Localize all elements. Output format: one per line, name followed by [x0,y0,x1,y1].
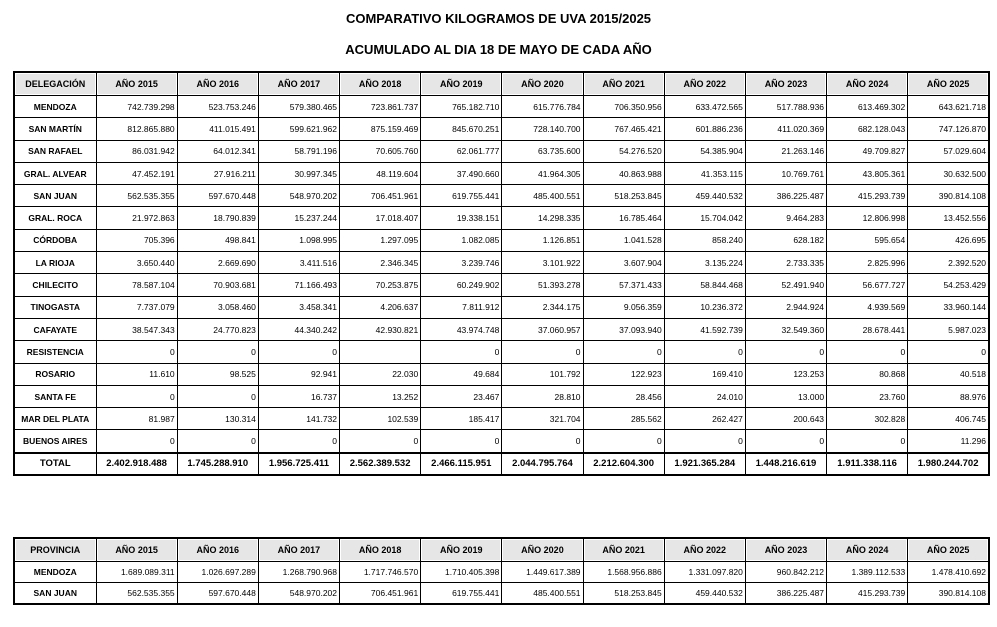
table-row [14,252,989,274]
total-cell: 2.044.795.764 [502,453,583,475]
table-cell: 57.371.433 [583,274,664,296]
row-label: CÓRDOBA [14,229,96,251]
table-row [14,185,989,207]
table-cell: 628.182 [745,229,826,251]
table-cell: 518.253.845 [583,583,664,605]
table-cell: 1.449.617.389 [502,562,583,583]
table-cell: 40.863.988 [583,162,664,184]
table-cell: 9.056.359 [583,296,664,318]
table-cell: 28.810 [502,385,583,407]
total-label: TOTAL [14,453,96,475]
table-cell: 517.788.936 [745,96,826,118]
table-cell: 43.805.361 [827,162,908,184]
table-cell: 54.253.429 [908,274,989,296]
table-cell: 11.610 [96,363,177,385]
table-cell: 0 [340,430,421,453]
table-cell: 0 [664,341,745,363]
table-cell: 30.997.345 [258,162,339,184]
column-header: AÑO 2016 [177,538,258,562]
table-cell: 562.535.355 [96,583,177,605]
table-cell: 2.944.924 [745,296,826,318]
table-cell: 21.972.863 [96,207,177,229]
table-cell: 390.814.108 [908,583,989,605]
table-cell: 682.128.043 [827,118,908,140]
table-cell: 30.632.500 [908,162,989,184]
table-cell: 28.456 [583,385,664,407]
table-row [14,583,989,605]
table-cell: 57.029.604 [908,140,989,162]
table-cell: 619.755.441 [421,185,502,207]
table-cell: 43.974.748 [421,318,502,340]
table-cell: 122.923 [583,363,664,385]
table-cell: 0 [258,430,339,453]
table-row [14,562,989,583]
table-cell: 619.755.441 [421,583,502,605]
row-label: SAN RAFAEL [14,140,96,162]
table-cell: 11.296 [908,430,989,453]
table-row [14,229,989,251]
table-cell: 7.811.912 [421,296,502,318]
table-cell: 579.380.465 [258,96,339,118]
row-label: RESISTENCIA [14,341,96,363]
table-cell: 41.964.305 [502,162,583,184]
table-cell: 37.060.957 [502,318,583,340]
table-cell: 54.276.520 [583,140,664,162]
table-cell: 81.987 [96,408,177,430]
table-cell: 33.960.144 [908,296,989,318]
table-cell: 601.886.236 [664,118,745,140]
table-cell: 17.018.407 [340,207,421,229]
table-cell: 595.654 [827,229,908,251]
delegation-table [13,71,990,476]
report-title: COMPARATIVO KILOGRAMOS DE UVA 2015/2025 [345,11,652,26]
table-cell: 13.452.556 [908,207,989,229]
table-cell: 2.392.520 [908,252,989,274]
table-cell [340,341,421,363]
table-cell: 23.467 [421,385,502,407]
table-cell: 40.518 [908,363,989,385]
table-cell: 599.621.962 [258,118,339,140]
table-cell: 548.970.202 [258,583,339,605]
table-cell: 3.607.904 [583,252,664,274]
table-cell: 0 [96,430,177,453]
table-cell: 386.225.487 [745,583,826,605]
table-cell: 2.733.335 [745,252,826,274]
table-cell: 262.427 [664,408,745,430]
table-cell: 498.841 [177,229,258,251]
table-cell: 200.643 [745,408,826,430]
table-cell: 7.737.079 [96,296,177,318]
table-cell: 1.126.851 [502,229,583,251]
column-header: AÑO 2016 [177,72,258,96]
table-cell: 47.452.191 [96,162,177,184]
table-cell: 63.735.600 [502,140,583,162]
table-cell: 38.547.343 [96,318,177,340]
table-cell: 321.704 [502,408,583,430]
row-label: SAN MARTÍN [14,118,96,140]
table-cell: 386.225.487 [745,185,826,207]
table-cell: 70.605.760 [340,140,421,162]
table-cell: 42.930.821 [340,318,421,340]
table-cell: 18.790.839 [177,207,258,229]
table-row [14,430,989,453]
column-header: AÑO 2023 [745,538,826,562]
table-cell: 0 [664,430,745,453]
column-header: AÑO 2020 [502,72,583,96]
table-cell: 485.400.551 [502,185,583,207]
delegation-table-header [14,72,989,96]
table-cell: 16.785.464 [583,207,664,229]
column-header: AÑO 2017 [258,538,339,562]
table-cell: 98.525 [177,363,258,385]
table-cell: 49.684 [421,363,502,385]
column-header: AÑO 2023 [745,72,826,96]
table-cell: 10.236.372 [664,296,745,318]
table-cell: 767.465.421 [583,118,664,140]
table-cell: 13.000 [745,385,826,407]
table-cell: 406.745 [908,408,989,430]
table-cell: 0 [502,341,583,363]
column-header: AÑO 2021 [583,72,664,96]
table-cell: 411.015.491 [177,118,258,140]
table-cell: 2.825.996 [827,252,908,274]
table-cell: 485.400.551 [502,583,583,605]
total-cell: 1.448.216.619 [745,453,826,475]
table-cell: 0 [583,341,664,363]
table-cell: 64.012.341 [177,140,258,162]
table-cell: 60.249.902 [421,274,502,296]
table-cell: 0 [177,430,258,453]
total-cell: 1.956.725.411 [258,453,339,475]
table-cell: 37.490.660 [421,162,502,184]
column-header: DELEGACIÓN [14,72,96,96]
table-cell: 14.298.335 [502,207,583,229]
table-cell: 633.472.565 [664,96,745,118]
table-cell: 1.098.995 [258,229,339,251]
table-cell: 285.562 [583,408,664,430]
table-cell: 562.535.355 [96,185,177,207]
total-cell: 2.212.604.300 [583,453,664,475]
total-cell: 1.911.338.116 [827,453,908,475]
table-cell: 78.587.104 [96,274,177,296]
table-cell: 706.350.956 [583,96,664,118]
table-row [14,207,989,229]
column-header: AÑO 2024 [827,538,908,562]
table-cell: 70.903.681 [177,274,258,296]
table-row [14,318,989,340]
table-cell: 56.677.727 [827,274,908,296]
table-cell: 1.478.410.692 [908,562,989,583]
table-cell: 102.539 [340,408,421,430]
table-cell: 1.268.790.968 [258,562,339,583]
column-header: AÑO 2021 [583,538,664,562]
table-cell: 5.987.023 [908,318,989,340]
column-header: AÑO 2022 [664,538,745,562]
table-cell: 80.868 [827,363,908,385]
table-cell: 1.689.089.311 [96,562,177,583]
table-cell: 875.159.469 [340,118,421,140]
table-cell: 742.739.298 [96,96,177,118]
column-header: AÑO 2020 [502,538,583,562]
table-row [14,118,989,140]
column-header: AÑO 2018 [340,538,421,562]
table-cell: 0 [745,430,826,453]
table-cell: 728.140.700 [502,118,583,140]
table-cell: 705.396 [96,229,177,251]
table-cell: 3.101.922 [502,252,583,274]
table-cell: 2.669.690 [177,252,258,274]
table-cell: 58.844.468 [664,274,745,296]
table-row [14,140,989,162]
table-cell: 70.253.875 [340,274,421,296]
total-cell: 1.980.244.702 [908,453,989,475]
row-label: LA RIOJA [14,252,96,274]
table-cell: 71.166.493 [258,274,339,296]
total-cell: 1.921.365.284 [664,453,745,475]
table-cell: 0 [177,385,258,407]
table-cell: 426.695 [908,229,989,251]
table-cell: 3.411.516 [258,252,339,274]
table-cell: 0 [421,430,502,453]
table-cell: 0 [502,430,583,453]
table-cell: 32.549.360 [745,318,826,340]
row-label: TINOGASTA [14,296,96,318]
table-cell: 101.792 [502,363,583,385]
table-cell: 58.791.196 [258,140,339,162]
table-cell: 123.253 [745,363,826,385]
table-cell: 37.093.940 [583,318,664,340]
table-cell: 0 [827,341,908,363]
table-cell: 185.417 [421,408,502,430]
table-cell: 765.182.710 [421,96,502,118]
row-label: ROSARIO [14,363,96,385]
column-header: AÑO 2022 [664,72,745,96]
total-cell: 1.745.288.910 [177,453,258,475]
table-cell: 86.031.942 [96,140,177,162]
province-table [13,537,990,605]
table-cell: 845.670.251 [421,118,502,140]
table-cell: 415.293.739 [827,185,908,207]
table-cell: 597.670.448 [177,583,258,605]
table-cell: 613.469.302 [827,96,908,118]
table-cell: 169.410 [664,363,745,385]
row-label: SANTA FE [14,385,96,407]
table-cell: 23.760 [827,385,908,407]
table-row [14,162,989,184]
report-subtitle: ACUMULADO AL DIA 18 DE MAYO DE CADA AÑO [345,42,652,57]
table-cell: 523.753.246 [177,96,258,118]
table-cell: 302.828 [827,408,908,430]
table-cell: 812.865.880 [96,118,177,140]
table-cell: 49.709.827 [827,140,908,162]
table-cell: 41.592.739 [664,318,745,340]
row-label: CHILECITO [14,274,96,296]
table-cell: 3.650.440 [96,252,177,274]
row-label: MENDOZA [14,96,96,118]
column-header: AÑO 2025 [908,538,989,562]
table-cell: 706.451.961 [340,583,421,605]
table-cell: 0 [258,341,339,363]
table-cell: 13.252 [340,385,421,407]
table-cell: 1.026.697.289 [177,562,258,583]
table-cell: 960.842.212 [745,562,826,583]
total-cell: 2.402.918.488 [96,453,177,475]
column-header: AÑO 2024 [827,72,908,96]
table-cell: 24.770.823 [177,318,258,340]
table-cell: 27.916.211 [177,162,258,184]
table-row [14,408,989,430]
column-header: PROVINCIA [14,538,96,562]
table-cell: 88.976 [908,385,989,407]
table-cell: 0 [421,341,502,363]
table-row [14,385,989,407]
row-label: MAR DEL PLATA [14,408,96,430]
table-cell: 415.293.739 [827,583,908,605]
table-cell: 52.491.940 [745,274,826,296]
table-cell: 411.020.369 [745,118,826,140]
table-cell: 518.253.845 [583,185,664,207]
table-cell: 41.353.115 [664,162,745,184]
table-cell: 597.670.448 [177,185,258,207]
table-cell: 3.458.341 [258,296,339,318]
table-cell: 1.041.528 [583,229,664,251]
table-cell: 0 [96,385,177,407]
table-cell: 9.464.283 [745,207,826,229]
table-cell: 1.568.956.886 [583,562,664,583]
column-header: AÑO 2019 [421,538,502,562]
table-row [14,341,989,363]
column-header: AÑO 2017 [258,72,339,96]
table-cell: 1.717.746.570 [340,562,421,583]
table-cell: 4.206.637 [340,296,421,318]
total-row [14,453,989,475]
table-cell: 706.451.961 [340,185,421,207]
table-cell: 459.440.532 [664,583,745,605]
column-header: AÑO 2019 [421,72,502,96]
table-cell: 22.030 [340,363,421,385]
table-cell: 2.346.345 [340,252,421,274]
table-cell: 459.440.532 [664,185,745,207]
table-row [14,274,989,296]
table-cell: 723.861.737 [340,96,421,118]
table-cell: 3.058.460 [177,296,258,318]
table-cell: 2.344.175 [502,296,583,318]
table-row [14,296,989,318]
table-cell: 48.119.604 [340,162,421,184]
table-cell: 15.704.042 [664,207,745,229]
table-cell: 1.331.097.820 [664,562,745,583]
row-label: BUENOS AIRES [14,430,96,453]
table-cell: 0 [745,341,826,363]
table-cell: 747.126.870 [908,118,989,140]
column-header: AÑO 2015 [96,538,177,562]
total-cell: 2.562.389.532 [340,453,421,475]
table-cell: 12.806.998 [827,207,908,229]
table-cell: 54.385.904 [664,140,745,162]
row-label: GRAL. ALVEAR [14,162,96,184]
table-cell: 130.314 [177,408,258,430]
table-cell: 0 [177,341,258,363]
table-cell: 3.239.746 [421,252,502,274]
table-cell: 62.061.777 [421,140,502,162]
row-label: MENDOZA [14,562,96,583]
table-cell: 44.340.242 [258,318,339,340]
table-cell: 3.135.224 [664,252,745,274]
column-header: AÑO 2025 [908,72,989,96]
table-cell: 548.970.202 [258,185,339,207]
total-cell: 2.466.115.951 [421,453,502,475]
table-cell: 643.621.718 [908,96,989,118]
table-row [14,363,989,385]
table-row [14,96,989,118]
table-cell: 615.776.784 [502,96,583,118]
table-cell: 1.082.085 [421,229,502,251]
table-cell: 21.263.146 [745,140,826,162]
table-cell: 1.389.112.533 [827,562,908,583]
table-cell: 24.010 [664,385,745,407]
table-cell: 858.240 [664,229,745,251]
table-cell: 0 [583,430,664,453]
table-cell: 1.710.405.398 [421,562,502,583]
table-cell: 10.769.761 [745,162,826,184]
table-cell: 92.941 [258,363,339,385]
table-cell: 4.939.569 [827,296,908,318]
province-table-header [14,538,989,562]
table-cell: 390.814.108 [908,185,989,207]
row-label: CAFAYATE [14,318,96,340]
column-header: AÑO 2015 [96,72,177,96]
table-cell: 16.737 [258,385,339,407]
row-label: SAN JUAN [14,185,96,207]
table-cell: 15.237.244 [258,207,339,229]
column-header: AÑO 2018 [340,72,421,96]
table-cell: 19.338.151 [421,207,502,229]
table-cell: 141.732 [258,408,339,430]
table-cell: 51.393.278 [502,274,583,296]
table-cell: 0 [827,430,908,453]
row-label: GRAL. ROCA [14,207,96,229]
row-label: SAN JUAN [14,583,96,605]
table-cell: 1.297.095 [340,229,421,251]
table-cell: 0 [96,341,177,363]
table-cell: 0 [908,341,989,363]
table-cell: 28.678.441 [827,318,908,340]
